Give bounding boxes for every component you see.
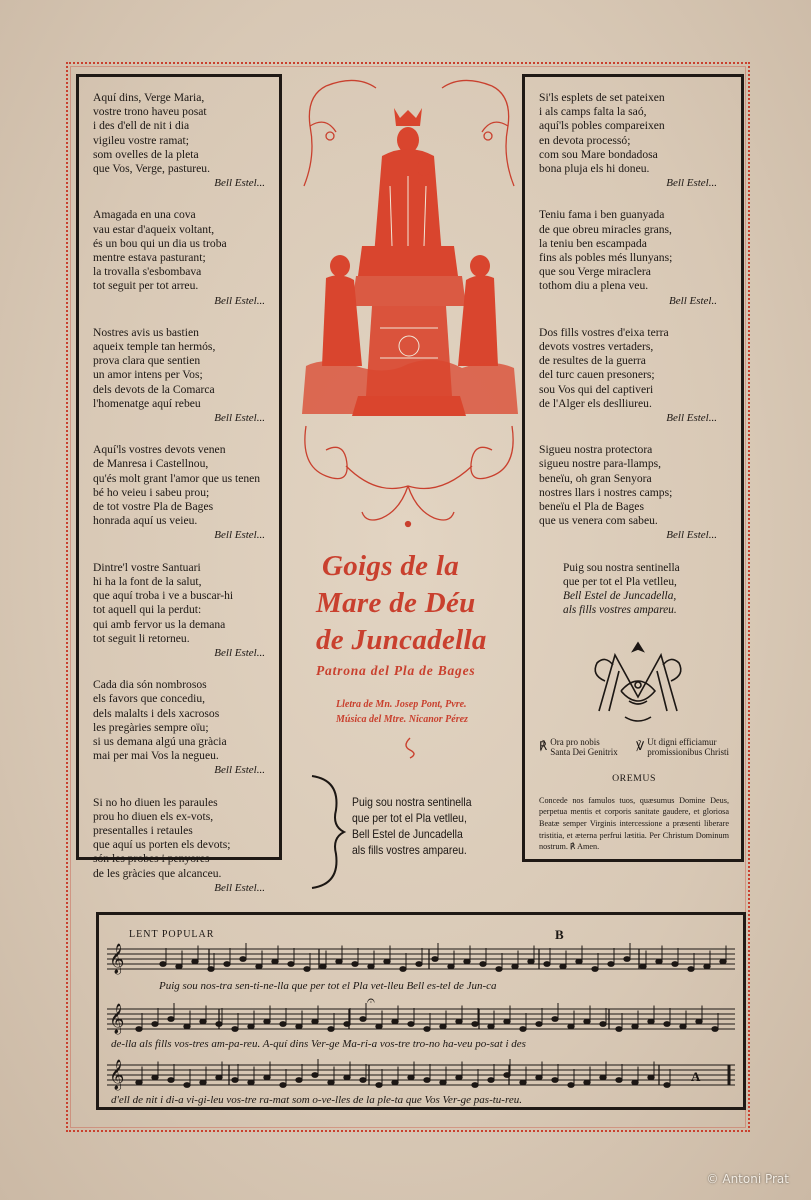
refrain-line: que per tot el Pla vetlleu, <box>352 812 467 825</box>
verse-line: qu'és molt grant l'amor que us tenen <box>93 471 261 485</box>
ornament-flourish-icon <box>400 736 420 760</box>
verse-line: vigileu vostre ramat; <box>93 133 189 147</box>
note-head <box>152 1075 158 1080</box>
note-head <box>464 959 470 964</box>
note-head <box>344 1075 350 1080</box>
left-stanza-column <box>76 74 282 894</box>
right-stanza-column <box>522 74 744 862</box>
verse-line: que Vos, Verge, pastureu. <box>93 162 210 176</box>
note-head <box>360 1017 366 1022</box>
refrain-cue: Bell Estel... <box>214 294 265 307</box>
center-refrain <box>352 795 496 859</box>
right-stanzas <box>539 91 729 543</box>
note-head <box>600 1075 606 1080</box>
note-head <box>720 959 726 964</box>
verse-line: Nostres avis us bastien <box>93 325 199 339</box>
note-head <box>408 1075 414 1080</box>
refrain-cue: Bell Estel.. <box>669 294 717 307</box>
page-title-line: de Juncadella <box>316 624 487 656</box>
verse-line: de les gràcies que alcanceu. <box>93 866 222 880</box>
music-score <box>96 912 746 1110</box>
verse-line: dels devots de la Comarca <box>93 382 215 396</box>
refrain-cue: Bell Estel... <box>214 646 265 659</box>
note-head <box>360 1078 366 1083</box>
verse-line: presentalles i retaules <box>93 823 193 837</box>
verse-line: mai per mai Vos la negueu. <box>93 749 219 763</box>
note-head <box>400 967 406 972</box>
title-block <box>302 548 516 727</box>
note-head <box>240 957 246 962</box>
note-head <box>232 1027 238 1032</box>
note-head <box>608 962 614 967</box>
verse-line: Si no ho diuen les paraules <box>93 795 218 809</box>
refrain-brace-icon <box>300 770 350 894</box>
note-head <box>208 967 214 972</box>
note-head <box>248 1080 254 1085</box>
note-head <box>424 1078 430 1083</box>
note-head <box>704 964 710 969</box>
refrain-cue: Bell Estel... <box>666 412 717 425</box>
verse-line: que us venera com sabeu. <box>539 514 658 528</box>
note-head <box>296 1024 302 1029</box>
verse-line: prova clara que sentien <box>93 354 201 368</box>
verse-line: que sou Verge miraclera <box>539 265 651 279</box>
verse-line: la trovalla s'esbombava <box>93 265 202 279</box>
note-head <box>496 967 502 972</box>
note-head <box>136 1027 142 1032</box>
refrain-cue: Bell Estel... <box>214 529 265 542</box>
note-head <box>264 1075 270 1080</box>
verse-line: en devota processó; <box>539 133 631 147</box>
note-head <box>616 1078 622 1083</box>
closing-line: Puig sou nostra sentinella <box>563 561 680 574</box>
fermata-icon: 𝄐 <box>367 994 375 1009</box>
note-head <box>192 959 198 964</box>
verse-line: som ovelles de la pleta <box>93 147 199 161</box>
note-head <box>416 962 422 967</box>
note-head <box>504 1019 510 1024</box>
tempo-marking: LENT POPULAR <box>129 929 215 940</box>
note-head <box>456 1019 462 1024</box>
note-head <box>512 964 518 969</box>
verse-line: la teniu ben escampada <box>539 236 647 250</box>
refrain-cue: Bell Estel... <box>214 881 265 894</box>
closing-line: Bell Estel de Juncadella, <box>563 589 677 602</box>
note-head <box>216 1075 222 1080</box>
verse-line: nostres llars i nostres camps; <box>539 485 673 499</box>
note-head <box>168 1078 174 1083</box>
lyrics-credit: Lletra de Mn. Josep Pont, Pvre. <box>336 699 467 710</box>
note-head <box>616 1027 622 1032</box>
verse-line: honrada aquí us veieu. <box>93 514 198 528</box>
verse-line: de resultes de la guerra <box>539 354 646 368</box>
note-head <box>376 1083 382 1088</box>
verse-line: Amagada en una cova <box>93 208 196 222</box>
verse-line: beneïu el Pla de Bages <box>539 500 644 514</box>
note-head <box>712 1027 718 1032</box>
note-head <box>432 957 438 962</box>
note-head <box>648 1019 654 1024</box>
note-head <box>680 1024 686 1029</box>
stanza <box>93 208 267 307</box>
page-subtitle: Patrona del Pla de Bages <box>316 663 476 678</box>
note-head <box>528 959 534 964</box>
note-head <box>176 964 182 969</box>
verse-line: que aquí us porten els devots; <box>93 838 231 852</box>
note-head <box>152 1022 158 1027</box>
verse-line: vau estar d'aqueix voltant, <box>93 222 215 236</box>
note-head <box>288 962 294 967</box>
note-head <box>552 1078 558 1083</box>
note-head <box>264 1019 270 1024</box>
verse-line: sigueu nostre para-llamps, <box>539 457 662 471</box>
note-head <box>472 1022 478 1027</box>
versicle-response <box>539 737 729 758</box>
verse-line: tot aquell qui la perdut: <box>93 603 202 617</box>
note-head <box>272 959 278 964</box>
note-head <box>352 962 358 967</box>
section-mark-b: B <box>555 927 564 942</box>
verse-line: hi ha la font de la salut, <box>93 574 202 588</box>
verse-line: i als camps falta la saó, <box>539 105 647 119</box>
note-head <box>216 1022 222 1027</box>
versicle-symbol: ℟ <box>539 738 548 753</box>
note-head <box>168 1017 174 1022</box>
note-head <box>536 1022 542 1027</box>
verse-line: de l'Alger els deslliureu. <box>539 396 652 410</box>
stanza <box>539 326 729 425</box>
note-head <box>248 1024 254 1029</box>
note-head <box>520 1027 526 1032</box>
verse-line: sou Vos qui del captiveri <box>539 382 654 396</box>
verse-line: les pregàries sempre oïu; <box>93 720 209 734</box>
marian-monogram-icon <box>585 641 691 727</box>
score-lyric-line: d'ell de nit i di-a vi-gi-leu vos-tre ra-mat som o-ve-lles de la ple-ta que Vos Ver-ge pas-tu-reu. <box>111 1094 522 1106</box>
note-head <box>536 1075 542 1080</box>
verse-line: tothom diu a plena veu. <box>539 279 649 293</box>
note-head <box>368 964 374 969</box>
note-head <box>224 962 230 967</box>
verse-line: fins als pobles més llunyans; <box>539 251 673 265</box>
note-head <box>624 957 630 962</box>
verse-line: si us demana algú una gràcia <box>93 734 227 748</box>
note-head <box>392 1019 398 1024</box>
score-lyric-line: de-lla als fills vos-tres am-pa-reu. A-quí dins Ver-ge Ma-ri-a vos-tre tro-no ha-veu po-sat i des <box>111 1038 526 1050</box>
response-symbol: ℣ <box>636 738 645 753</box>
verse-line: beneïu, oh gran Senyora <box>539 471 652 485</box>
closing-refrain <box>563 561 729 617</box>
note-head <box>576 959 582 964</box>
note-head <box>568 1024 574 1029</box>
versicle-line: Santa Dei Genitrix <box>550 747 618 758</box>
note-head <box>440 1080 446 1085</box>
note-head <box>384 959 390 964</box>
note-head <box>376 1024 382 1029</box>
page-title-line: Goigs de la <box>322 550 460 582</box>
refrain-cue: Bell Estel... <box>214 412 265 425</box>
verse-line: Sigueu nostra protectora <box>539 443 653 457</box>
note-head <box>312 1073 318 1078</box>
note-head <box>344 1022 350 1027</box>
note-head <box>200 1019 206 1024</box>
note-head <box>560 964 566 969</box>
note-head <box>504 1073 510 1078</box>
refrain-cue: Bell Estel... <box>666 177 717 190</box>
stanza <box>539 91 729 190</box>
note-head <box>640 964 646 969</box>
note-head <box>408 1022 414 1027</box>
note-head <box>392 1080 398 1085</box>
credits <box>336 697 516 727</box>
verse-line: de Manresa i Castellnou, <box>93 457 209 471</box>
note-head <box>184 1024 190 1029</box>
verse-line: mentre estava pasturant; <box>93 251 206 265</box>
note-head <box>664 1022 670 1027</box>
treble-clef-icon: 𝄞 <box>109 944 125 973</box>
note-head <box>200 1080 206 1085</box>
note-head <box>584 1019 590 1024</box>
verse-line: vostre trono haveu posat <box>93 105 207 119</box>
verse-line: de tot vostre Pla de Bages <box>93 500 214 514</box>
stanza <box>539 443 729 542</box>
stanza <box>93 796 267 895</box>
note-head <box>544 962 550 967</box>
note-head <box>656 959 662 964</box>
verse-line: bona pluja els hi doneu. <box>539 162 650 176</box>
refrain-line: Puig sou nostra sentinella <box>352 796 472 809</box>
verse-line: prou ho diuen els ex-vots, <box>93 809 214 823</box>
verse-line: un amor intens per Vos; <box>93 368 203 382</box>
note-head <box>480 962 486 967</box>
section-mark-a: A <box>691 1069 701 1084</box>
closing-line: als fills vostres ampareu. <box>563 603 677 616</box>
latin-prayer: Concede nos famulos tuos, quæsumus Domine Deus, perpetua mentis et corporis sanitate gaudere, et gloriosa Beatæ semper Virginis intercessione a præsenti liberare tristitia, et æterna perfrui lætitia. Per Christum Dominum nostrum. ℟ Amen. <box>539 795 729 852</box>
verse-line: Aquí dins, Verge Maria, <box>93 91 205 104</box>
treble-clef-icon: 𝄞 <box>109 1060 125 1089</box>
note-head <box>336 959 342 964</box>
note-head <box>296 1078 302 1083</box>
note-head <box>136 1080 142 1085</box>
verse-line: Si'ls esplets de set pateixen <box>539 91 665 104</box>
note-head <box>696 1019 702 1024</box>
note-head <box>688 967 694 972</box>
verse-line: dels malalts i dels xacrosos <box>93 706 220 720</box>
note-head <box>600 1022 606 1027</box>
virgin-statue-illustration <box>296 66 522 546</box>
copyright-watermark: © Antoni Prat <box>706 1172 789 1186</box>
note-head <box>448 964 454 969</box>
note-head <box>184 1083 190 1088</box>
versicle-line: Ora pro nobis <box>550 736 600 747</box>
treble-clef-icon: 𝄞 <box>109 1004 125 1033</box>
music-credit: Música del Mtre. Nicanor Pérez <box>336 714 468 725</box>
stanza <box>93 91 267 190</box>
note-head <box>160 962 166 967</box>
refrain-cue: Bell Estel... <box>214 177 265 190</box>
verse-line: tot seguit li retorneu. <box>93 631 190 645</box>
stanza <box>93 678 267 777</box>
stanza <box>539 208 729 307</box>
verse-line: Aquí'ls vostres devots venen <box>93 443 226 457</box>
stanza <box>93 326 267 425</box>
refrain-cue: Bell Estel... <box>666 529 717 542</box>
note-head <box>568 1083 574 1088</box>
refrain-cue: Bell Estel... <box>214 764 265 777</box>
note-head <box>648 1075 654 1080</box>
verse-line: de que obreu miracles grans, <box>539 222 672 236</box>
note-head <box>328 1027 334 1032</box>
verse-line: del turc cauen presoners; <box>539 368 655 382</box>
note-head <box>488 1024 494 1029</box>
note-head <box>488 1078 494 1083</box>
score-lyric-line: Puig sou nos-tra sen-ti-ne-lla que per tot el Pla vet-lleu Bell es-tel de Jun-ca <box>159 980 497 992</box>
note-head <box>280 1022 286 1027</box>
note-head <box>632 1024 638 1029</box>
note-head <box>304 967 310 972</box>
note-head <box>520 1080 526 1085</box>
verse-line: qui amb fervor us la demana <box>93 617 226 631</box>
note-head <box>232 1078 238 1083</box>
page-title-line: Mare de Déu <box>316 587 476 619</box>
note-head <box>592 967 598 972</box>
verse-line: els favors que concediu, <box>93 692 206 706</box>
note-head <box>552 1017 558 1022</box>
note-head <box>256 964 262 969</box>
note-head <box>472 1083 478 1088</box>
verse-line: tot seguit per tot arreu. <box>93 279 199 293</box>
response-line: promissionibus Christi <box>647 747 729 758</box>
oremus-heading: OREMUS <box>612 772 656 784</box>
verse-line: Dos fills vostres d'eixa terra <box>539 325 669 339</box>
verse-line: aqueix temple tan hermós, <box>93 340 216 354</box>
note-head <box>280 1083 286 1088</box>
verse-line: que aquí troba i ve a buscar-hi <box>93 589 234 603</box>
verse-line: Cada dia són nombrosos <box>93 678 207 692</box>
verse-line: devots vostres vertaders, <box>539 340 654 354</box>
stanza <box>93 443 267 542</box>
stanza <box>93 561 267 660</box>
note-head <box>584 1080 590 1085</box>
refrain-line: Bell Estel de Juncadella <box>352 828 463 841</box>
note-head <box>312 1019 318 1024</box>
closing-line: que per tot el Pla vetlleu, <box>563 575 677 588</box>
note-head <box>440 1024 446 1029</box>
refrain-line: als fills vostres ampareu. <box>352 844 467 857</box>
verse-line: Dintre'l vostre Santuari <box>93 560 201 574</box>
note-head <box>424 1027 430 1032</box>
verse-line: és un bou qui un dia us troba <box>93 236 227 250</box>
note-head <box>672 962 678 967</box>
verse-line: l'homenatge aquí rebeu <box>93 396 201 410</box>
note-head <box>632 1080 638 1085</box>
note-head <box>664 1083 670 1088</box>
note-head <box>456 1075 462 1080</box>
note-head <box>328 1080 334 1085</box>
verse-line: aquí'ls pobles compareixen <box>539 119 665 133</box>
verse-line: Teniu fama i ben guanyada <box>539 208 665 222</box>
note-head <box>320 964 326 969</box>
verse-line: i des d'ell de nit i dia <box>93 119 190 133</box>
response-line: Ut digni efficiamur <box>647 736 717 747</box>
verse-line: són les probes i penyores <box>93 852 210 866</box>
verse-line: bé ho veieu i sabeu prou; <box>93 485 210 499</box>
verse-line: com sou Mare bondadosa <box>539 147 658 161</box>
